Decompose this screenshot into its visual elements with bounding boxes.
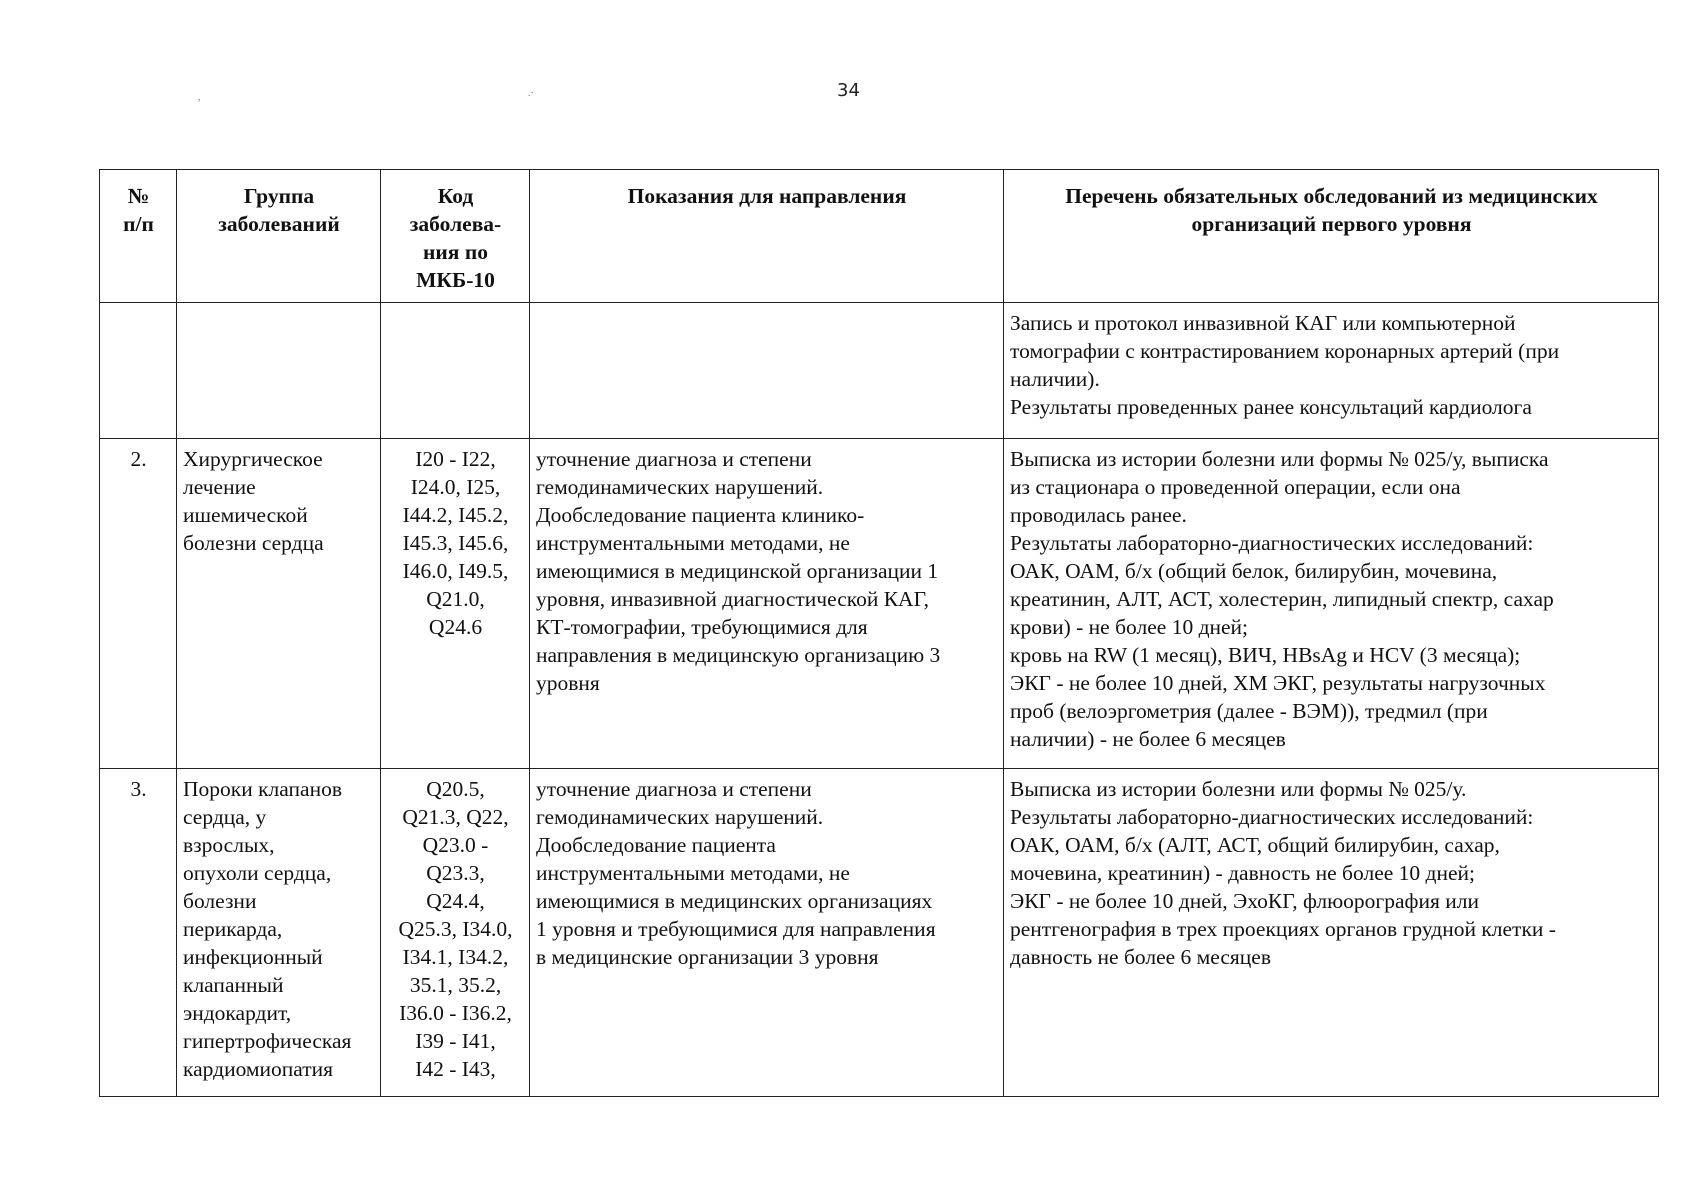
- text-line: уровня, инвазивной диагностической КАГ,: [536, 587, 929, 611]
- text-line: болезни: [183, 889, 257, 913]
- text-line: I44.2, I45.2,: [402, 503, 509, 527]
- text-line: гемодинамических нарушений.: [536, 475, 824, 499]
- text-line: Q20.5,: [426, 777, 485, 801]
- text-line: Пороки клапанов: [183, 777, 342, 801]
- text-line: имеющимися в медицинской организации 1: [536, 559, 939, 583]
- text-line: Q23.0 -: [422, 833, 489, 857]
- text-line: инфекционный: [183, 945, 323, 969]
- text-line: проб (велоэргометрия (далее - ВЭМ)), тредмил (при: [1010, 699, 1488, 723]
- text-line: ния по: [423, 240, 488, 264]
- text-line: Выписка из истории болезни или формы № 025/у.: [1010, 777, 1467, 801]
- cell-disease-group: [177, 769, 381, 1097]
- text-line: Q25.3, I34.0,: [398, 917, 513, 941]
- text-line: Перечень обязательных обследований из медицинских: [1065, 184, 1598, 208]
- text-line: клапанный: [183, 973, 284, 997]
- text-line: проводилась ранее.: [1010, 503, 1187, 527]
- text-line: МКБ-10: [416, 268, 495, 292]
- text-line: Запись и протокол инвазивной КАГ или компьютерной: [1010, 311, 1516, 335]
- scan-speck: ,: [198, 92, 201, 103]
- text-line: ЭКГ - не более 10 дней, ХМ ЭКГ, результаты нагрузочных: [1010, 671, 1546, 695]
- text-line: Q24.6: [428, 615, 483, 639]
- text-line: направления в медицинскую организацию 3: [536, 643, 941, 667]
- text-line: уточнение диагноза и степени: [536, 447, 812, 471]
- text-line: перикарда,: [183, 917, 283, 941]
- text-line: I45.3, I45.6,: [402, 531, 509, 555]
- cell-number: [100, 303, 177, 439]
- text-line: сердца, у: [183, 805, 267, 829]
- text-line: I36.0 - I36.2,: [399, 1001, 512, 1025]
- text-line: ОАК, ОАМ, б/х (общий белок, билирубин, мочевина,: [1010, 559, 1498, 583]
- text-line: КТ-томографии, требующимися для: [536, 615, 868, 639]
- text-line: крови) - не более 10 дней;: [1010, 615, 1249, 639]
- header-disease-group: [177, 170, 381, 303]
- text-line: Дообследование пациента: [536, 833, 776, 857]
- cell-disease-group: [177, 439, 381, 769]
- text-line: Код: [437, 184, 474, 208]
- cell-indications: [530, 439, 1004, 769]
- cell-required-examinations: [1004, 769, 1659, 1097]
- text-line: гипертрофическая: [183, 1029, 352, 1053]
- text-line: заболеваний: [218, 212, 340, 236]
- text-line: I34.1, I34.2,: [402, 945, 509, 969]
- text-line: наличии) - не более 6 месяцев: [1010, 727, 1286, 751]
- text-line: Дообследование пациента клинико-: [536, 503, 865, 527]
- cell-number: 2.: [100, 439, 177, 769]
- text-line: гемодинамических нарушений.: [536, 805, 824, 829]
- text-line: №: [127, 184, 150, 208]
- cell-icd10-code: [381, 303, 530, 439]
- text-line: давность не более 6 месяцев: [1010, 945, 1272, 969]
- table-header-row: [100, 170, 1659, 303]
- header-icd10-code: [381, 170, 530, 303]
- table-row: [100, 303, 1659, 439]
- cell-required-examinations: [1004, 303, 1659, 439]
- text-line: I24.0, I25,: [410, 475, 501, 499]
- text-line: Q21.0,: [426, 587, 485, 611]
- text-line: Выписка из истории болезни или формы № 025/у, выписка: [1010, 447, 1549, 471]
- text-line: I42 - I43,: [415, 1057, 496, 1081]
- scan-speck: .·: [528, 88, 534, 99]
- text-line: 35.1, 35.2,: [409, 973, 502, 997]
- text-line: наличии).: [1010, 367, 1100, 391]
- text-line: 1 уровня и требующимися для направления: [536, 917, 936, 941]
- text-line: инструментальными методами, не: [536, 531, 850, 555]
- text-line: из стационара о проведенной операции, если она: [1010, 475, 1461, 499]
- text-line: п/п: [123, 212, 154, 236]
- text-line: болезни сердца: [183, 531, 324, 555]
- cell-disease-group: [177, 303, 381, 439]
- page-number: 34: [837, 80, 860, 101]
- referral-table: [99, 169, 1659, 1097]
- text-line: взрослых,: [183, 833, 275, 857]
- text-line: Q24.4,: [426, 889, 485, 913]
- text-line: уровня: [536, 671, 600, 695]
- text-line: Результаты проведенных ранее консультаций кардиолога: [1010, 395, 1532, 419]
- text-line: имеющимися в медицинских организациях: [536, 889, 933, 913]
- text-line: томографии с контрастированием коронарных артерий (при: [1010, 339, 1560, 363]
- text-line: рентгенография в трех проекциях органов грудной клетки -: [1010, 917, 1556, 941]
- text-line: заболева-: [409, 212, 502, 236]
- table-row: [100, 769, 1659, 1097]
- header-required-examinations: [1004, 170, 1659, 303]
- cell-icd10-code: [381, 769, 530, 1097]
- text-line: I20 - I22,: [415, 447, 496, 471]
- table-row: [100, 439, 1659, 769]
- header-indications: [530, 170, 1004, 303]
- text-line: инструментальными методами, не: [536, 861, 850, 885]
- cell-indications: [530, 769, 1004, 1097]
- cell-required-examinations: [1004, 439, 1659, 769]
- text-line: Q23.3,: [426, 861, 485, 885]
- text-line: лечение: [183, 475, 256, 499]
- text-line: Показания для направления: [627, 184, 907, 208]
- cell-indications: [530, 303, 1004, 439]
- header-number: [100, 170, 177, 303]
- text-line: Хирургическое: [183, 447, 323, 471]
- text-line: I46.0, I49.5,: [402, 559, 509, 583]
- text-line: опухоли сердца,: [183, 861, 332, 885]
- text-line: кардиомиопатия: [183, 1057, 334, 1081]
- text-line: кровь на RW (1 месяц), ВИЧ, HBsAg и HCV (3 месяца);: [1010, 643, 1521, 667]
- text-line: ишемической: [183, 503, 308, 527]
- text-line: Результаты лабораторно-диагностических исследований:: [1010, 531, 1534, 555]
- text-line: организаций первого уровня: [1191, 212, 1472, 236]
- text-line: Результаты лабораторно-диагностических исследований:: [1010, 805, 1534, 829]
- text-line: ЭКГ - не более 10 дней, ЭхоКГ, флюорография или: [1010, 889, 1479, 913]
- text-line: Группа: [243, 184, 315, 208]
- text-line: эндокардит,: [183, 1001, 292, 1025]
- cell-icd10-code: [381, 439, 530, 769]
- text-line: уточнение диагноза и степени: [536, 777, 812, 801]
- text-line: креатинин, АЛТ, АСТ, холестерин, липидный спектр, сахар: [1010, 587, 1554, 611]
- text-line: Q21.3, Q22,: [402, 805, 509, 829]
- text-line: I39 - I41,: [415, 1029, 496, 1053]
- text-line: в медицинские организации 3 уровня: [536, 945, 879, 969]
- text-line: мочевина, креатинин) - давность не более 10 дней;: [1010, 861, 1475, 885]
- cell-number: 3.: [100, 769, 177, 1097]
- text-line: ОАК, ОАМ, б/х (АЛТ, АСТ, общий билирубин, сахар,: [1010, 833, 1500, 857]
